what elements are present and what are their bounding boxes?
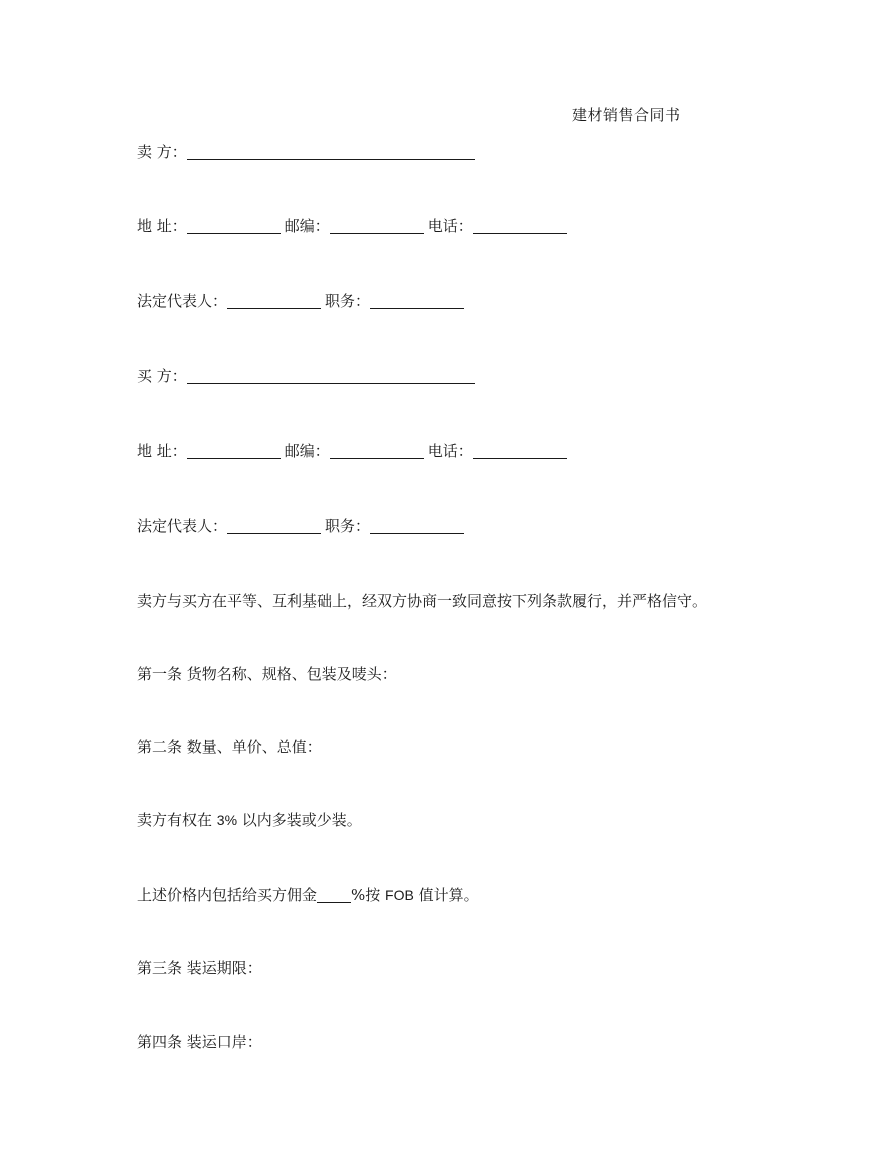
seller-postcode-blank (330, 219, 424, 234)
buyer-rep-blank (227, 519, 321, 534)
seller-party-label: 卖 方： (137, 143, 187, 161)
commission-paragraph (137, 885, 479, 905)
buyer-address-line (137, 441, 567, 461)
intro-paragraph: 卖方与买方在平等、互利基础上，经双方协商一致同意按下列条款履行，并严格信守。 (137, 592, 708, 610)
seller-party-line (137, 142, 475, 162)
buyer-phone-label: 电话： (427, 442, 473, 460)
seller-rep-blank (227, 294, 321, 309)
buyer-rep-line (137, 516, 464, 536)
seller-position-label: 职务： (325, 292, 371, 310)
buyer-address-blank (187, 444, 281, 459)
buyer-name-blank (187, 369, 475, 384)
article-2-heading: 第二条 数量、单价、总值： (137, 738, 322, 756)
buyer-party-label: 买 方： (137, 367, 187, 385)
tolerance-paragraph (137, 810, 362, 830)
buyer-party-line (137, 366, 475, 386)
seller-phone-label: 电话： (427, 217, 473, 235)
article-4-heading: 第四条 装运口岸： (137, 1033, 262, 1051)
commission-term: FOB (385, 887, 414, 903)
seller-position-blank (370, 294, 464, 309)
seller-address-label: 地 址： (137, 217, 187, 235)
buyer-postcode-label: 邮编： (284, 442, 330, 460)
commission-prefix: 上述价格内包括给买方佣金 (137, 886, 318, 904)
commission-percent-blank (317, 888, 351, 903)
article-3-heading: 第三条 装运期限： (137, 959, 262, 977)
article-1-heading: 第一条 货物名称、规格、包装及唛头： (137, 665, 397, 683)
buyer-position-blank (370, 519, 464, 534)
buyer-phone-blank (473, 444, 567, 459)
seller-name-blank (187, 145, 475, 160)
seller-address-blank (187, 219, 281, 234)
commission-suffix: 值计算。 (413, 886, 479, 904)
document-title: 建材销售合同书 (572, 106, 681, 124)
buyer-address-label: 地 址： (137, 442, 187, 460)
seller-postcode-label: 邮编： (284, 217, 330, 235)
commission-mid: %按 (351, 886, 386, 904)
tolerance-suffix: 以内多装或少装。 (237, 811, 362, 829)
tolerance-prefix: 卖方有权在 (137, 811, 217, 829)
buyer-postcode-blank (330, 444, 424, 459)
seller-address-line (137, 216, 567, 236)
seller-rep-label: 法定代表人： (137, 292, 228, 310)
seller-rep-line (137, 291, 464, 311)
buyer-position-label: 职务： (325, 517, 371, 535)
buyer-rep-label: 法定代表人： (137, 517, 228, 535)
seller-phone-blank (473, 219, 567, 234)
tolerance-value: 3% (216, 812, 238, 828)
